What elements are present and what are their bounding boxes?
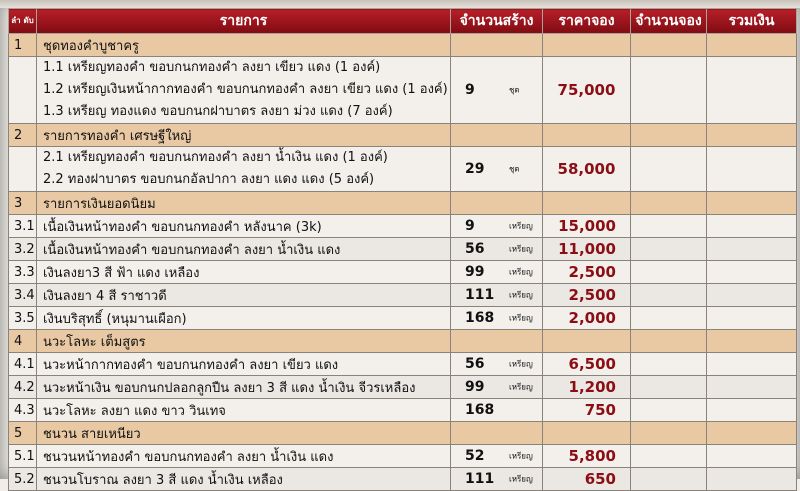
qty-value: 52 <box>465 448 485 464</box>
qty-value: 168 <box>465 310 495 326</box>
item-no: 4.1 <box>9 353 37 376</box>
reserve-cell[interactable] <box>631 215 707 238</box>
table-row <box>9 353 797 376</box>
category-no: 4 <box>9 330 37 353</box>
qty-value: 56 <box>465 356 485 372</box>
header-total: รวมเงิน <box>707 9 797 34</box>
item-no: 3.5 <box>9 307 37 330</box>
total-cell <box>707 215 797 238</box>
price-value: 58,000 <box>543 147 631 192</box>
unit-label: เหรียญ <box>509 244 533 254</box>
price-value: 1,200 <box>543 376 631 399</box>
total-cell <box>707 284 797 307</box>
item-no: 5.2 <box>9 468 37 491</box>
unit-label: เหรียญ <box>509 451 533 461</box>
reserve-cell[interactable] <box>631 261 707 284</box>
total-cell <box>707 147 797 192</box>
table-row <box>9 284 797 307</box>
unit-label: เหรียญ <box>509 221 533 231</box>
total-cell <box>707 353 797 376</box>
unit-label: เหรียญ <box>509 359 533 369</box>
qty-value: 111 <box>465 287 495 303</box>
item-name: นวะหน้ากากทองคำ ขอบกนกทองคำ ลงยา เขียว แดง <box>37 353 451 376</box>
price-value: 2,500 <box>543 284 631 307</box>
reserve-cell[interactable] <box>631 238 707 261</box>
total-cell <box>707 445 797 468</box>
qty-value: 9 <box>465 82 475 98</box>
qty-value: 168 <box>465 402 495 418</box>
header-price: ราคาจอง <box>543 9 631 34</box>
reserve-cell[interactable] <box>631 399 707 422</box>
set-row <box>9 147 797 192</box>
price-value: 6,500 <box>543 353 631 376</box>
price-value: 750 <box>543 399 631 422</box>
set-line: 1.1 เหรียญทองคำ ขอบกนกทองคำ ลงยา เขียว แดง (1 องค์) <box>43 60 381 75</box>
unit-label: เหรียญ <box>509 474 533 484</box>
category-title: ชนวน สายเหนียว <box>37 422 451 445</box>
category-title: นวะโลหะ เต็มสูตร <box>37 330 451 353</box>
header-row <box>9 9 797 34</box>
reserve-cell[interactable] <box>631 57 707 124</box>
unit-label: เหรียญ <box>509 313 533 323</box>
price-value: 15,000 <box>543 215 631 238</box>
category-no: 5 <box>9 422 37 445</box>
table-row <box>9 399 797 422</box>
set-line: 2.1 เหรียญทองคำ ขอบกนกทองคำ ลงยา น้ำเงิน แดง (1 องค์) <box>43 150 388 165</box>
table-row <box>9 215 797 238</box>
total-cell <box>707 399 797 422</box>
category-row <box>9 124 797 147</box>
price-value: 2,500 <box>543 261 631 284</box>
item-no: 4.2 <box>9 376 37 399</box>
category-title: รายการทองคำ เศรษฐีใหญ่ <box>37 124 451 147</box>
item-name: เงินลงยา3 สี ฟ้า แดง เหลือง <box>37 261 451 284</box>
table-row <box>9 445 797 468</box>
set-row <box>9 57 797 124</box>
category-no: 3 <box>9 192 37 215</box>
set-line: 2.2 ทองฝาบาตร ขอบกนกอัลปากา ลงยา แดง แดง (5 องค์) <box>43 172 375 187</box>
price-value: 2,000 <box>543 307 631 330</box>
reserve-cell[interactable] <box>631 468 707 491</box>
reserve-cell[interactable] <box>631 284 707 307</box>
item-name: เงินลงยา 4 สี ราชาวดี <box>37 284 451 307</box>
total-cell <box>707 376 797 399</box>
reserve-cell[interactable] <box>631 307 707 330</box>
item-no: 4.3 <box>9 399 37 422</box>
reserve-cell[interactable] <box>631 445 707 468</box>
header-qty: จำนวนสร้าง <box>451 9 543 34</box>
item-name: เนื้อเงินหน้าทองคำ ขอบกนกทองคำ หลังนาค (3k) <box>37 215 451 238</box>
total-cell <box>707 238 797 261</box>
top-band <box>0 0 800 8</box>
qty-value: 9 <box>465 218 475 234</box>
item-name: เงินบริสุทธิ์ (หนุมานเผือก) <box>37 307 451 330</box>
unit-label: เหรียญ <box>509 267 533 277</box>
item-no: 5.1 <box>9 445 37 468</box>
item-no: 3.1 <box>9 215 37 238</box>
qty-value: 29 <box>465 161 485 177</box>
category-row <box>9 192 797 215</box>
qty-value: 99 <box>465 264 485 280</box>
unit-label: เหรียญ <box>509 290 533 300</box>
price-value: 5,800 <box>543 445 631 468</box>
category-row <box>9 34 797 57</box>
category-row <box>9 422 797 445</box>
table-row <box>9 238 797 261</box>
category-title: ชุดทองคำบูชาครู <box>37 34 451 57</box>
item-name: เนื้อเงินหน้าทองคำ ขอบกนกทองคำ ลงยา น้ำเงิน แดง <box>37 238 451 261</box>
table-row <box>9 307 797 330</box>
table-row <box>9 468 797 491</box>
reserve-cell[interactable] <box>631 376 707 399</box>
category-no: 1 <box>9 34 37 57</box>
item-no: 3.3 <box>9 261 37 284</box>
header-no: ลำ ดับ <box>9 9 37 34</box>
qty-value: 99 <box>465 379 485 395</box>
price-value: 75,000 <box>543 57 631 124</box>
unit-label: เหรียญ <box>509 382 533 392</box>
unit-label: ชุด <box>509 164 520 174</box>
item-no: 3.4 <box>9 284 37 307</box>
table-row <box>9 376 797 399</box>
item-no: 3.2 <box>9 238 37 261</box>
header-item: รายการ <box>37 9 451 34</box>
item-name: ชนวนหน้าทองคำ ขอบกนกทองคำ ลงยา น้ำเงิน แดง <box>37 445 451 468</box>
item-name: นวะโลหะ ลงยา แดง ขาว วินเทจ <box>37 399 451 422</box>
total-cell <box>707 57 797 124</box>
item-name: นวะหน้าเงิน ขอบกนกปลอกลูกปืน ลงยา 3 สี แดง น้ำเงิน จีวรเหลือง <box>37 376 451 399</box>
qty-value: 111 <box>465 471 495 487</box>
set-line: 1.3 เหรียญ ทองแดง ขอบกนกฝาบาตร ลงยา ม่วง แดง (7 องค์) <box>43 104 393 119</box>
price-value: 11,000 <box>543 238 631 261</box>
reserve-cell[interactable] <box>631 147 707 192</box>
set-line: 1.2 เหรียญเงินหน้ากากทองคำ ขอบกนกทองคำ ลงยา เขียว แดง (1 องค์) <box>43 82 448 97</box>
reserve-cell[interactable] <box>631 353 707 376</box>
total-cell <box>707 468 797 491</box>
category-no: 2 <box>9 124 37 147</box>
item-name: ชนวนโบราณ ลงยา 3 สี แดง น้ำเงิน เหลือง <box>37 468 451 491</box>
price-value: 650 <box>543 468 631 491</box>
category-row <box>9 330 797 353</box>
total-cell <box>707 261 797 284</box>
category-title: รายการเงินยอดนิยม <box>37 192 451 215</box>
total-cell <box>707 307 797 330</box>
unit-label: ชุด <box>509 85 520 95</box>
price-table <box>8 8 797 491</box>
qty-value: 56 <box>465 241 485 257</box>
header-reserve: จำนวนจอง <box>631 9 707 34</box>
table-row <box>9 261 797 284</box>
